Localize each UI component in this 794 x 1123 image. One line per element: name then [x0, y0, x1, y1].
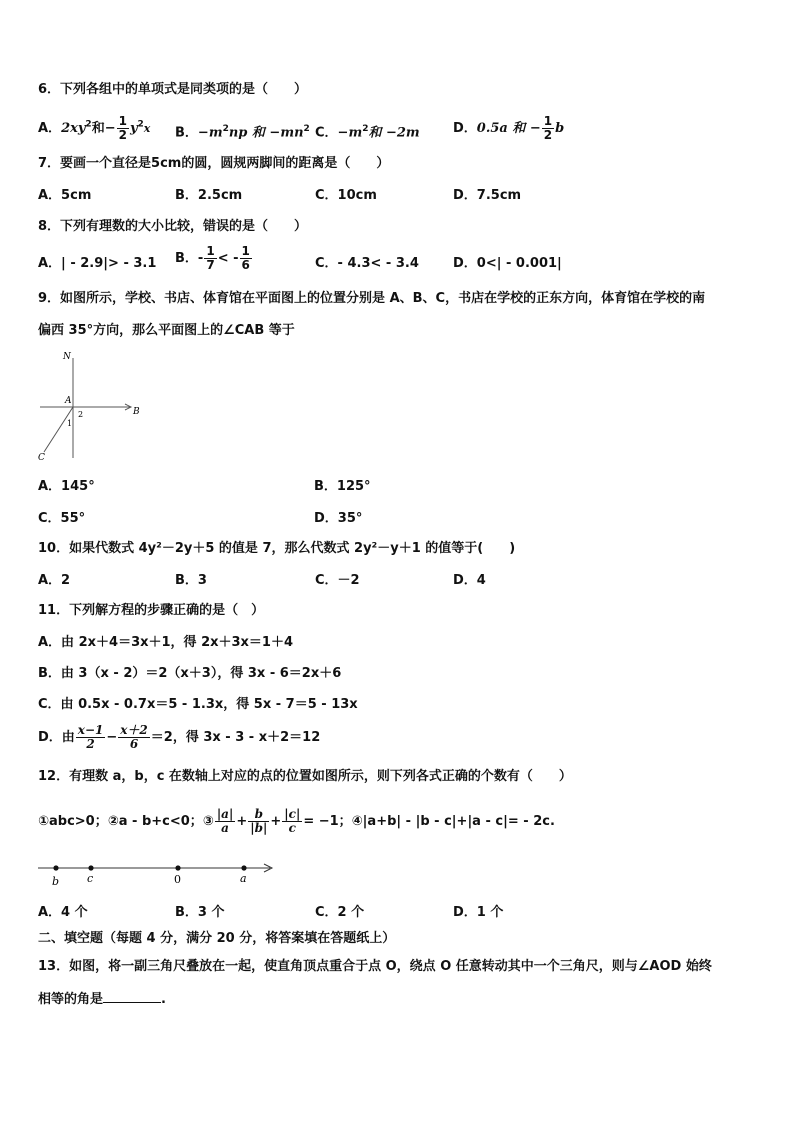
q7-option-d[interactable]: D．7.5cm [453, 188, 522, 203]
q9-option-c[interactable]: C．55° [38, 511, 86, 526]
q8-option-d[interactable]: D．0<| - 0.001| [453, 256, 562, 271]
q12-number-line [34, 858, 279, 890]
q7-option-c[interactable]: C．10cm [315, 188, 377, 203]
q10-option-c[interactable]: C．－2 [315, 573, 360, 588]
q9-stem-line-1: 9．如图所示，学校、书店、体育馆在平面图上的位置分别是 A、B、C，书店在学校的正东方向，体育馆在学校的南 [38, 291, 706, 306]
q12-option-b[interactable]: B．3 个 [175, 905, 225, 920]
q9-option-b[interactable]: B．125° [314, 479, 371, 494]
q6-option-d[interactable]: D．0.5a 和 − $\frac{1}{2}$ b [453, 114, 565, 142]
section-2-heading: 二、填空题（每题 4 分，满分 20 分，将答案填在答题纸上） [38, 931, 396, 946]
q9-stem-line-2: 偏西 35°方向，那么平面图上的∠CAB 等于 [38, 323, 295, 338]
label-b: b [52, 875, 60, 888]
q9-option-d[interactable]: D．35° [314, 511, 363, 526]
q6-option-c[interactable]: C．$-m^2$和 −2m [315, 124, 420, 141]
point-zero [175, 865, 180, 870]
label-c: c [87, 872, 94, 885]
q6-stem: 6．下列各组中的单项式是同类项的是（ ） [38, 82, 308, 97]
q10-option-b[interactable]: B．3 [175, 573, 207, 588]
q11-option-d[interactable]: D．由 $\frac{x-1}{2}$ − $\frac{x+2}{6}$ ＝2，得 3x - 3 - x＋2＝12 [38, 723, 321, 751]
point-b [53, 865, 58, 870]
q8-option-a[interactable]: A．| - 2.9|> - 3.1 [38, 256, 157, 271]
q9-option-a[interactable]: A．145° [38, 479, 95, 494]
q12-statements: ①abc>0；②a - b+c<0；③ $\frac{|a|}{a}$ + $\frac{b}{|b|}$ + $\frac{|c|}{c}$ = −1；④|a+b| - |b - c|+|a - c|= - 2c. [38, 807, 555, 835]
q8-b-fraction-1: $\frac{1}{7}$ [206, 244, 215, 272]
q11-stem: 11．下列解方程的步骤正确的是（ ） [38, 603, 265, 618]
label-a: A [65, 396, 72, 406]
label-n: N [63, 352, 71, 362]
q7-stem: 7．要画一个直径是5cm的圆，圆规两脚间的距离是（ ） [38, 156, 390, 171]
label-a: a [240, 872, 247, 885]
q10-option-d[interactable]: D．4 [453, 573, 486, 588]
q10-stem: 10．如果代数式 4y²－2y＋5 的值是 7，那么代数式 2y²－y＋1 的值等于( ) [38, 541, 516, 556]
q6-option-a[interactable]: A．$2xy^2$和− $\frac{1}{2}$ $y^2x$ [38, 114, 151, 142]
label-c: C [38, 453, 45, 463]
q11-option-a[interactable]: A．由 2x＋4＝3x＋1，得 2x＋3x＝1＋4 [38, 635, 294, 650]
q12-fraction-3: $\frac{|c|}{c}$ [284, 807, 301, 835]
q6-a-fraction: $\frac{1}{2}$ [118, 114, 127, 142]
q8-option-b[interactable]: B．- $\frac{1}{7}$ < - $\frac{1}{6}$ [175, 244, 250, 272]
label-b: B [133, 407, 140, 417]
q13-answer-blank[interactable] [103, 990, 161, 1003]
q13-stem-line-1: 13．如图，将一副三角尺叠放在一起，使直角顶点重合于点 O，绕点 O 任意转动其中一个三角尺，则与∠AOD 始终 [38, 959, 712, 974]
q8-option-c[interactable]: C．- 4.3< - 3.4 [315, 256, 419, 271]
q12-fraction-1: $\frac{|a|}{a}$ [216, 807, 234, 835]
q12-fraction-2: $\frac{b}{|b|}$ [250, 807, 268, 835]
q10-option-a[interactable]: A．2 [38, 573, 71, 588]
southwest-line [44, 407, 73, 452]
q8-stem: 8．下列有理数的大小比较，错误的是（ ） [38, 219, 308, 234]
label-zero: 0 [174, 873, 181, 886]
q12-option-c[interactable]: C．2 个 [315, 905, 365, 920]
q11-d-fraction-1: $\frac{x-1}{2}$ [77, 723, 104, 751]
q12-option-a[interactable]: A．4 个 [38, 905, 88, 920]
q7-option-b[interactable]: B．2.5cm [175, 188, 243, 203]
q11-option-b[interactable]: B．由 3（x - 2）＝2（x＋3），得 3x - 6＝2x＋6 [38, 666, 342, 681]
point-c [88, 865, 93, 870]
q11-option-c[interactable]: C．由 0.5x - 0.7x＝5 - 1.3x，得 5x - 7＝5 - 13x [38, 697, 358, 712]
label-angle-2: 2 [78, 410, 84, 419]
q7-option-a[interactable]: A．5cm [38, 188, 92, 203]
q8-b-fraction-2: $\frac{1}{6}$ [241, 244, 250, 272]
q12-stem: 12．有理数 a，b，c 在数轴上对应的点的位置如图所示，则下列各式正确的个数有（ ） [38, 769, 572, 784]
point-a [241, 865, 246, 870]
q13-stem-line-2: 相等的角是 . [38, 992, 166, 1007]
q9-figure [36, 350, 146, 465]
q11-d-fraction-2: $\frac{x+2}{6}$ [120, 723, 148, 751]
label-angle-1: 1 [67, 419, 73, 428]
q12-option-d[interactable]: D．1 个 [453, 905, 504, 920]
q6-option-b[interactable]: B．$-m^2np$ 和 $-mn^2$ [175, 124, 310, 141]
q6-d-fraction: $\frac{1}{2}$ [543, 114, 553, 142]
